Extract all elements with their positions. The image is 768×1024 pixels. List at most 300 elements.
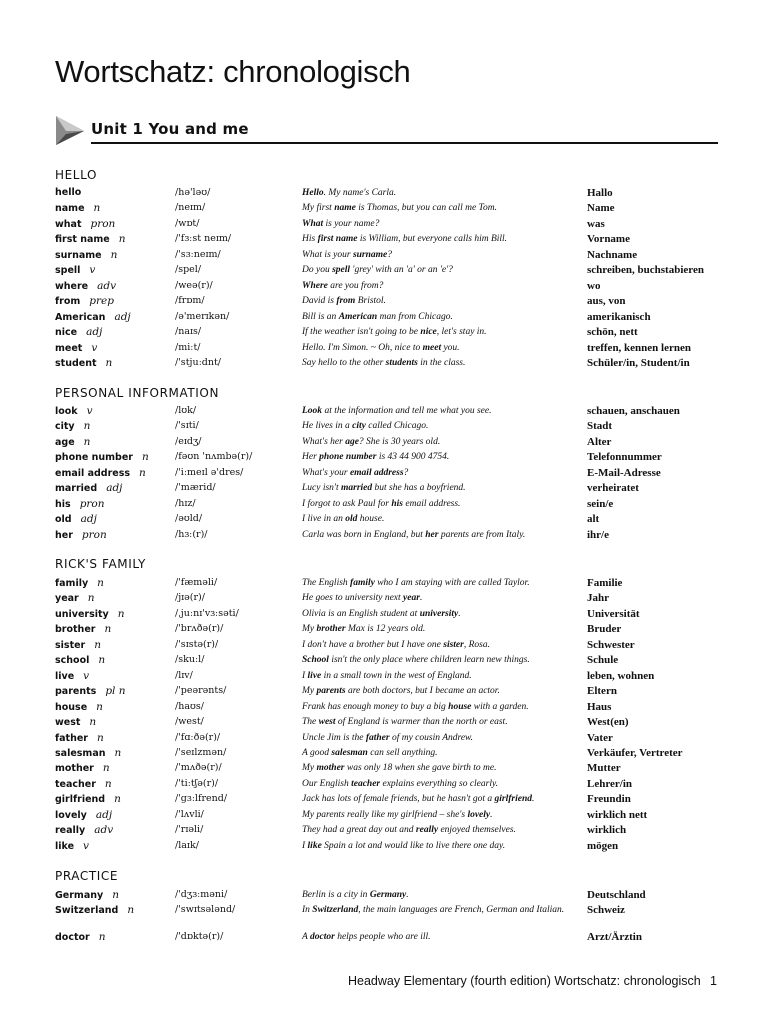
entry-translation: Freundin <box>587 793 631 806</box>
example-text: I live in an <box>302 514 346 525</box>
entry-translation: wo <box>587 279 601 292</box>
entry-example <box>302 233 580 245</box>
vocab-entry <box>0 513 768 529</box>
section-heading: RICK'S FAMILY <box>55 557 146 571</box>
entry-part-of-speech: prep <box>89 295 114 308</box>
example-keyword: really <box>415 825 439 836</box>
page-number: 1 <box>710 974 717 988</box>
entry-translation: alt <box>587 513 600 526</box>
example-text: My <box>302 624 317 635</box>
entry-example <box>302 249 580 261</box>
entry-word-text: Germany <box>55 890 104 901</box>
entry-pronunciation: /əʊld/ <box>175 513 203 525</box>
entry-example <box>302 592 580 604</box>
entry-pronunciation: /spel/ <box>175 264 202 276</box>
vocab-entry <box>0 326 768 342</box>
entry-part-of-speech: adj <box>95 808 113 821</box>
entry-example <box>302 747 580 759</box>
entry-pronunciation: /laɪk/ <box>175 839 199 851</box>
vocab-entry <box>0 623 768 639</box>
unit-arrow-icon <box>54 114 86 146</box>
entry-part-of-speech: n <box>98 930 106 943</box>
example-text: He lives in a <box>302 421 353 432</box>
example-keyword: mother <box>316 763 345 774</box>
entry-translation: amerikanisch <box>587 310 651 323</box>
entry-word <box>55 467 146 479</box>
entry-part-of-speech: n <box>105 356 113 369</box>
vocab-entry <box>0 608 768 624</box>
example-keyword: her <box>425 529 439 540</box>
example-text: He goes to university next <box>302 593 404 604</box>
unit-title: Unit 1 You and me <box>91 120 249 138</box>
entry-word <box>55 436 90 448</box>
entry-translation: Vater <box>587 731 613 744</box>
entry-example <box>302 778 580 790</box>
entry-part-of-speech: n <box>114 793 121 806</box>
entry-part-of-speech: n <box>83 420 91 433</box>
example-text: Do you <box>302 265 333 276</box>
entry-pronunciation: /ə'merɪkən/ <box>175 310 230 322</box>
example-text: Uncle Jim is the <box>302 732 366 743</box>
example-text: man from Chicago. <box>377 311 453 322</box>
example-text: but she has a boyfriend. <box>372 483 466 494</box>
entry-word <box>55 747 121 759</box>
entry-pronunciation: /'sɜːneɪm/ <box>175 248 221 260</box>
entry-translation: Universität <box>587 607 640 620</box>
entry-part-of-speech: n <box>94 638 102 651</box>
footer-text: Headway Elementary (fourth edition) Wortschatz: chronologisch <box>348 974 701 988</box>
entry-pronunciation: /'dʒɜːməni/ <box>175 889 228 900</box>
entry-example <box>302 639 580 651</box>
entry-example <box>302 931 580 943</box>
entry-word-text: brother <box>55 624 96 636</box>
entry-example <box>302 420 580 432</box>
example-text: Berlin is a city in <box>302 890 370 900</box>
example-keyword: American <box>338 311 378 322</box>
entry-word-text: year <box>55 593 79 605</box>
example-keyword: phone number <box>319 452 377 463</box>
entry-word <box>55 326 102 338</box>
entry-part-of-speech: n <box>114 746 122 759</box>
vocab-entry <box>0 685 768 701</box>
example-text: My <box>302 763 317 774</box>
entry-part-of-speech: n <box>83 435 91 448</box>
entry-word-text: father <box>55 732 88 744</box>
entry-translation: treffen, kennen lernen <box>587 341 691 354</box>
entry-part-of-speech: adj <box>86 326 103 339</box>
entry-example <box>302 623 580 635</box>
entry-example <box>302 436 580 448</box>
entry-pronunciation: /hɪz/ <box>175 497 196 509</box>
entry-part-of-speech: n <box>96 700 103 713</box>
entry-word-text: email address <box>55 467 131 479</box>
example-text: of England is warmer than the north or east. <box>335 717 508 728</box>
vocab-entry <box>0 889 768 905</box>
entry-part-of-speech: v <box>89 264 96 277</box>
example-text: parents are from Italy. <box>438 529 526 540</box>
entry-word-text: name <box>55 203 85 215</box>
example-keyword: west <box>318 717 336 728</box>
vocab-entry <box>0 405 768 421</box>
entry-translation: sein/e <box>587 497 614 510</box>
example-text: house. <box>357 514 385 525</box>
vocab-entry <box>0 482 768 498</box>
example-text: A good <box>302 747 332 758</box>
example-text: Bristol. <box>355 296 386 307</box>
section-heading: HELLO <box>55 168 97 182</box>
example-keyword: live <box>307 670 322 681</box>
entry-pronunciation: /skuːl/ <box>175 654 205 666</box>
example-keyword: like <box>307 840 322 851</box>
entry-translation: was <box>587 217 605 230</box>
entry-pronunciation: /frɒm/ <box>175 295 205 307</box>
vocab-entry <box>0 187 768 203</box>
entry-translation: Familie <box>587 577 623 589</box>
entry-translation: Verkäufer, Vertreter <box>587 746 683 759</box>
vocab-entry <box>0 577 768 593</box>
vocab-entry <box>0 747 768 763</box>
entry-translation: E-Mail-Adresse <box>587 466 661 479</box>
entry-translation: schön, nett <box>587 326 638 339</box>
example-keyword: meet <box>422 342 442 353</box>
example-text: is Thomas, but you can call me Tom. <box>355 203 497 214</box>
example-text: Our English <box>302 778 352 789</box>
entry-example <box>302 608 580 620</box>
example-keyword: students <box>385 357 418 368</box>
entry-word <box>55 701 103 713</box>
entry-translation: leben, wohnen <box>587 669 655 682</box>
entry-translation: Alter <box>587 435 612 448</box>
entry-word <box>55 716 96 728</box>
entry-translation: aus, von <box>587 295 626 308</box>
example-text: was only 18 when she gave birth to me. <box>344 763 497 774</box>
entry-part-of-speech: n <box>104 777 112 790</box>
entry-part-of-speech: adv <box>94 824 114 837</box>
example-text: enjoyed themselves. <box>438 825 516 836</box>
entry-example <box>302 529 580 541</box>
entry-word <box>55 529 107 541</box>
entry-part-of-speech: n <box>118 233 126 246</box>
example-text: . <box>532 794 535 805</box>
example-text: 'grey' with an 'a' or an 'e'? <box>350 265 453 276</box>
entry-part-of-speech: v <box>83 669 90 682</box>
entry-translation: Nachname <box>587 248 638 261</box>
entry-word <box>55 685 126 697</box>
example-keyword: School <box>302 655 329 666</box>
example-text: They had a great day out and <box>302 825 416 836</box>
entry-word <box>55 482 122 494</box>
entry-word <box>55 889 119 901</box>
example-text: My first <box>302 203 335 214</box>
section-heading: PERSONAL INFORMATION <box>55 386 220 400</box>
entry-part-of-speech: n <box>89 716 97 729</box>
entry-translation: verheiratet <box>587 482 639 495</box>
entry-word <box>55 513 97 525</box>
entry-word <box>55 623 111 635</box>
entry-example <box>302 670 580 682</box>
entry-word-text: married <box>55 483 98 495</box>
entry-word <box>55 264 95 276</box>
vocab-entry <box>0 778 768 794</box>
entry-example <box>302 685 580 697</box>
example-text: who I am staying with are called Taylor. <box>374 578 530 588</box>
entry-translation: West(en) <box>587 716 629 729</box>
entry-part-of-speech: v <box>86 405 93 417</box>
example-text: Bill is an <box>302 311 339 322</box>
entry-word-text: meet <box>55 342 83 354</box>
entry-example <box>302 793 580 805</box>
vocab-entry <box>0 716 768 732</box>
entry-pronunciation: /'fɜːst neɪm/ <box>175 233 232 245</box>
example-text: . <box>419 593 423 604</box>
unit-banner <box>54 114 718 146</box>
example-keyword: from <box>336 296 356 307</box>
example-text: with a garden. <box>471 701 529 712</box>
entry-example <box>302 405 580 417</box>
entry-pronunciation: /'gɜːlfrend/ <box>175 793 228 805</box>
vocab-entry <box>0 639 768 655</box>
example-text: I <box>302 670 308 681</box>
example-text: What's your <box>302 467 350 478</box>
entry-word <box>55 280 116 292</box>
entry-translation: schauen, anschauen <box>587 405 680 417</box>
vocab-entry <box>0 467 768 483</box>
example-text: The <box>302 717 319 728</box>
entry-word-text: house <box>55 701 88 713</box>
entry-part-of-speech: n <box>98 654 106 667</box>
vocab-entry <box>0 809 768 825</box>
example-text: If the weather isn't going to be <box>302 327 421 338</box>
entry-translation: Jahr <box>587 592 609 605</box>
entry-translation: Vorname <box>587 233 630 246</box>
example-text: ? <box>403 467 409 478</box>
page-title: Wortschatz: chronologisch <box>55 54 411 89</box>
entry-word <box>55 670 89 682</box>
vocab-entry <box>0 249 768 265</box>
example-keyword: Germany <box>369 890 407 900</box>
vocab-entry <box>0 436 768 452</box>
entry-word <box>55 639 101 651</box>
entry-translation: Name <box>587 202 615 215</box>
example-keyword: doctor <box>310 931 335 942</box>
entry-example <box>302 202 580 214</box>
example-text: email address. <box>403 498 461 509</box>
entry-part-of-speech: adj <box>106 482 123 495</box>
entry-word <box>55 342 97 354</box>
entry-word <box>55 451 149 463</box>
entry-part-of-speech: v <box>91 341 98 354</box>
example-keyword: nice <box>420 327 437 338</box>
example-text: of my cousin Andrew. <box>389 732 474 743</box>
example-text: Say hello to the other <box>302 357 386 368</box>
entry-word-text: family <box>55 578 89 589</box>
example-keyword: What <box>302 218 324 229</box>
entry-example <box>302 889 580 901</box>
entry-word-text: city <box>55 421 75 433</box>
example-keyword: old <box>345 514 358 525</box>
entry-word-text: American <box>55 311 106 323</box>
example-keyword: married <box>340 483 373 494</box>
entry-pronunciation: /'fæməli/ <box>175 577 218 588</box>
example-keyword: his <box>391 498 403 509</box>
example-text: Max is 12 years old. <box>345 624 426 635</box>
entry-part-of-speech: adj <box>80 513 97 526</box>
example-text: called Chicago. <box>365 421 429 432</box>
entry-word <box>55 357 112 369</box>
entry-word <box>55 732 104 744</box>
vocab-entry <box>0 218 768 234</box>
entry-word-text: nice <box>55 327 78 339</box>
vocab-entry <box>0 498 768 514</box>
example-text: you. <box>441 342 460 353</box>
entry-word-text: surname <box>55 249 102 261</box>
entry-pronunciation: /west/ <box>175 716 204 728</box>
entry-word-text: student <box>55 357 97 369</box>
entry-example <box>302 840 580 852</box>
vocab-entry <box>0 793 768 809</box>
entry-part-of-speech: pron <box>81 528 107 541</box>
entry-word <box>55 931 105 943</box>
vocab-entry <box>0 342 768 358</box>
entry-translation: Lehrer/in <box>587 777 633 790</box>
example-text: , the main languages are French, German and Italian. <box>358 905 565 916</box>
entry-word-text: mother <box>55 763 94 775</box>
entry-word <box>55 498 105 510</box>
entry-example <box>302 280 580 292</box>
example-text: . <box>406 890 409 900</box>
example-text: in a small town in the west of England. <box>321 670 472 681</box>
vocab-entry <box>0 732 768 748</box>
example-text: explains everything so clearly. <box>380 778 499 789</box>
entry-word <box>55 809 112 821</box>
example-keyword: year <box>403 593 420 604</box>
example-text: Hello. I'm Simon. ~ Oh, nice to <box>302 342 423 353</box>
entry-translation: Deutschland <box>587 889 646 901</box>
example-text: , Rosa. <box>463 639 490 650</box>
entry-word-text: her <box>55 529 73 541</box>
entry-example <box>302 295 580 307</box>
entry-part-of-speech: n <box>110 248 118 261</box>
entry-example <box>302 498 580 510</box>
example-text: I don't have a brother but I have one <box>302 639 444 650</box>
entry-word-text: teacher <box>55 778 96 790</box>
entry-word-text: his <box>55 498 71 510</box>
entry-translation: Mutter <box>587 762 621 775</box>
entry-pronunciation: /'rɪəli/ <box>175 824 204 836</box>
vocab-entry <box>0 311 768 327</box>
entry-example <box>302 762 580 774</box>
example-keyword: Switzerland <box>312 905 359 916</box>
entry-word-text: phone number <box>55 452 133 464</box>
entry-word-text: Switzerland <box>55 905 119 917</box>
entry-word-text: age <box>55 436 75 448</box>
example-text: Lucy isn't <box>302 483 341 494</box>
entry-word-text: lovely <box>55 809 87 821</box>
example-keyword: city <box>352 421 366 432</box>
unit-divider <box>91 142 718 144</box>
example-text: is your name? <box>323 218 380 229</box>
entry-pronunciation: /'fɑːðə(r)/ <box>175 731 221 743</box>
entry-pronunciation: /'mʌðə(r)/ <box>175 762 222 774</box>
entry-part-of-speech: adj <box>114 310 131 323</box>
entry-word-text: school <box>55 655 90 667</box>
entry-example <box>302 311 580 323</box>
entry-part-of-speech: n <box>139 466 146 479</box>
example-keyword: spell <box>332 265 351 276</box>
example-text: . My name's Carla. <box>323 188 397 198</box>
example-keyword: girlfriend <box>494 794 533 805</box>
entry-example <box>302 342 580 354</box>
vocab-entry <box>0 451 768 467</box>
entry-word <box>55 249 117 261</box>
entry-word-text: doctor <box>55 931 90 943</box>
entry-example <box>302 824 580 836</box>
example-text: What is your <box>302 249 353 260</box>
entry-example <box>302 577 580 589</box>
example-text: isn't the only place where children learn new things. <box>328 655 530 666</box>
vocab-entry <box>0 931 768 947</box>
example-text: In <box>302 905 313 916</box>
entry-translation: Stadt <box>587 420 613 433</box>
example-text: My parents really like my girlfriend – she's <box>302 809 468 820</box>
example-text: is 43 44 900 4754. <box>376 452 450 463</box>
entry-pronunciation: /neɪm/ <box>175 202 206 214</box>
example-text: are you from? <box>327 280 384 291</box>
entry-word <box>55 233 126 245</box>
example-text: Jack has lots of female friends, but he hasn't got a <box>302 794 495 805</box>
entry-word-text: really <box>55 825 86 837</box>
entry-pronunciation: /'brʌðə(r)/ <box>175 623 224 635</box>
entry-word <box>55 824 113 836</box>
example-keyword: age <box>345 436 359 447</box>
entry-example <box>302 326 580 338</box>
vocab-entry <box>0 670 768 686</box>
example-text: helps people who are ill. <box>334 931 431 942</box>
entry-word <box>55 420 90 432</box>
example-text: Spain a lot and would like to live there one day. <box>321 840 506 851</box>
entry-example <box>302 218 580 230</box>
entry-word <box>55 793 121 805</box>
entry-word-text: salesman <box>55 747 106 759</box>
example-keyword: lovely <box>467 809 491 820</box>
entry-word-text: west <box>55 717 81 729</box>
entry-example <box>302 716 580 728</box>
vocab-entry <box>0 654 768 670</box>
example-keyword: Look <box>302 406 323 416</box>
vocab-entry <box>0 840 768 856</box>
entry-word <box>55 608 125 620</box>
entry-pronunciation: /hɜː(r)/ <box>175 528 208 540</box>
entry-word-text: first name <box>55 234 110 246</box>
entry-part-of-speech: n <box>112 889 119 901</box>
entry-pronunciation: /'stjuːdnt/ <box>175 356 221 368</box>
example-text: ? She is 30 years old. <box>358 436 441 447</box>
entry-word <box>55 577 104 589</box>
example-keyword: family <box>350 578 375 588</box>
example-text: Carla was born in England, but <box>302 529 426 540</box>
example-text: My <box>302 686 317 697</box>
example-keyword: father <box>365 732 390 743</box>
entry-word-text: live <box>55 670 75 682</box>
example-text: can sell anything. <box>367 747 438 758</box>
entry-word <box>55 762 110 774</box>
example-keyword: surname <box>352 249 388 260</box>
entry-part-of-speech: n <box>141 451 149 464</box>
example-text: The English <box>302 578 351 588</box>
example-text: . <box>458 608 461 619</box>
entry-pronunciation: /'mærid/ <box>175 482 216 494</box>
entry-word <box>55 405 93 417</box>
